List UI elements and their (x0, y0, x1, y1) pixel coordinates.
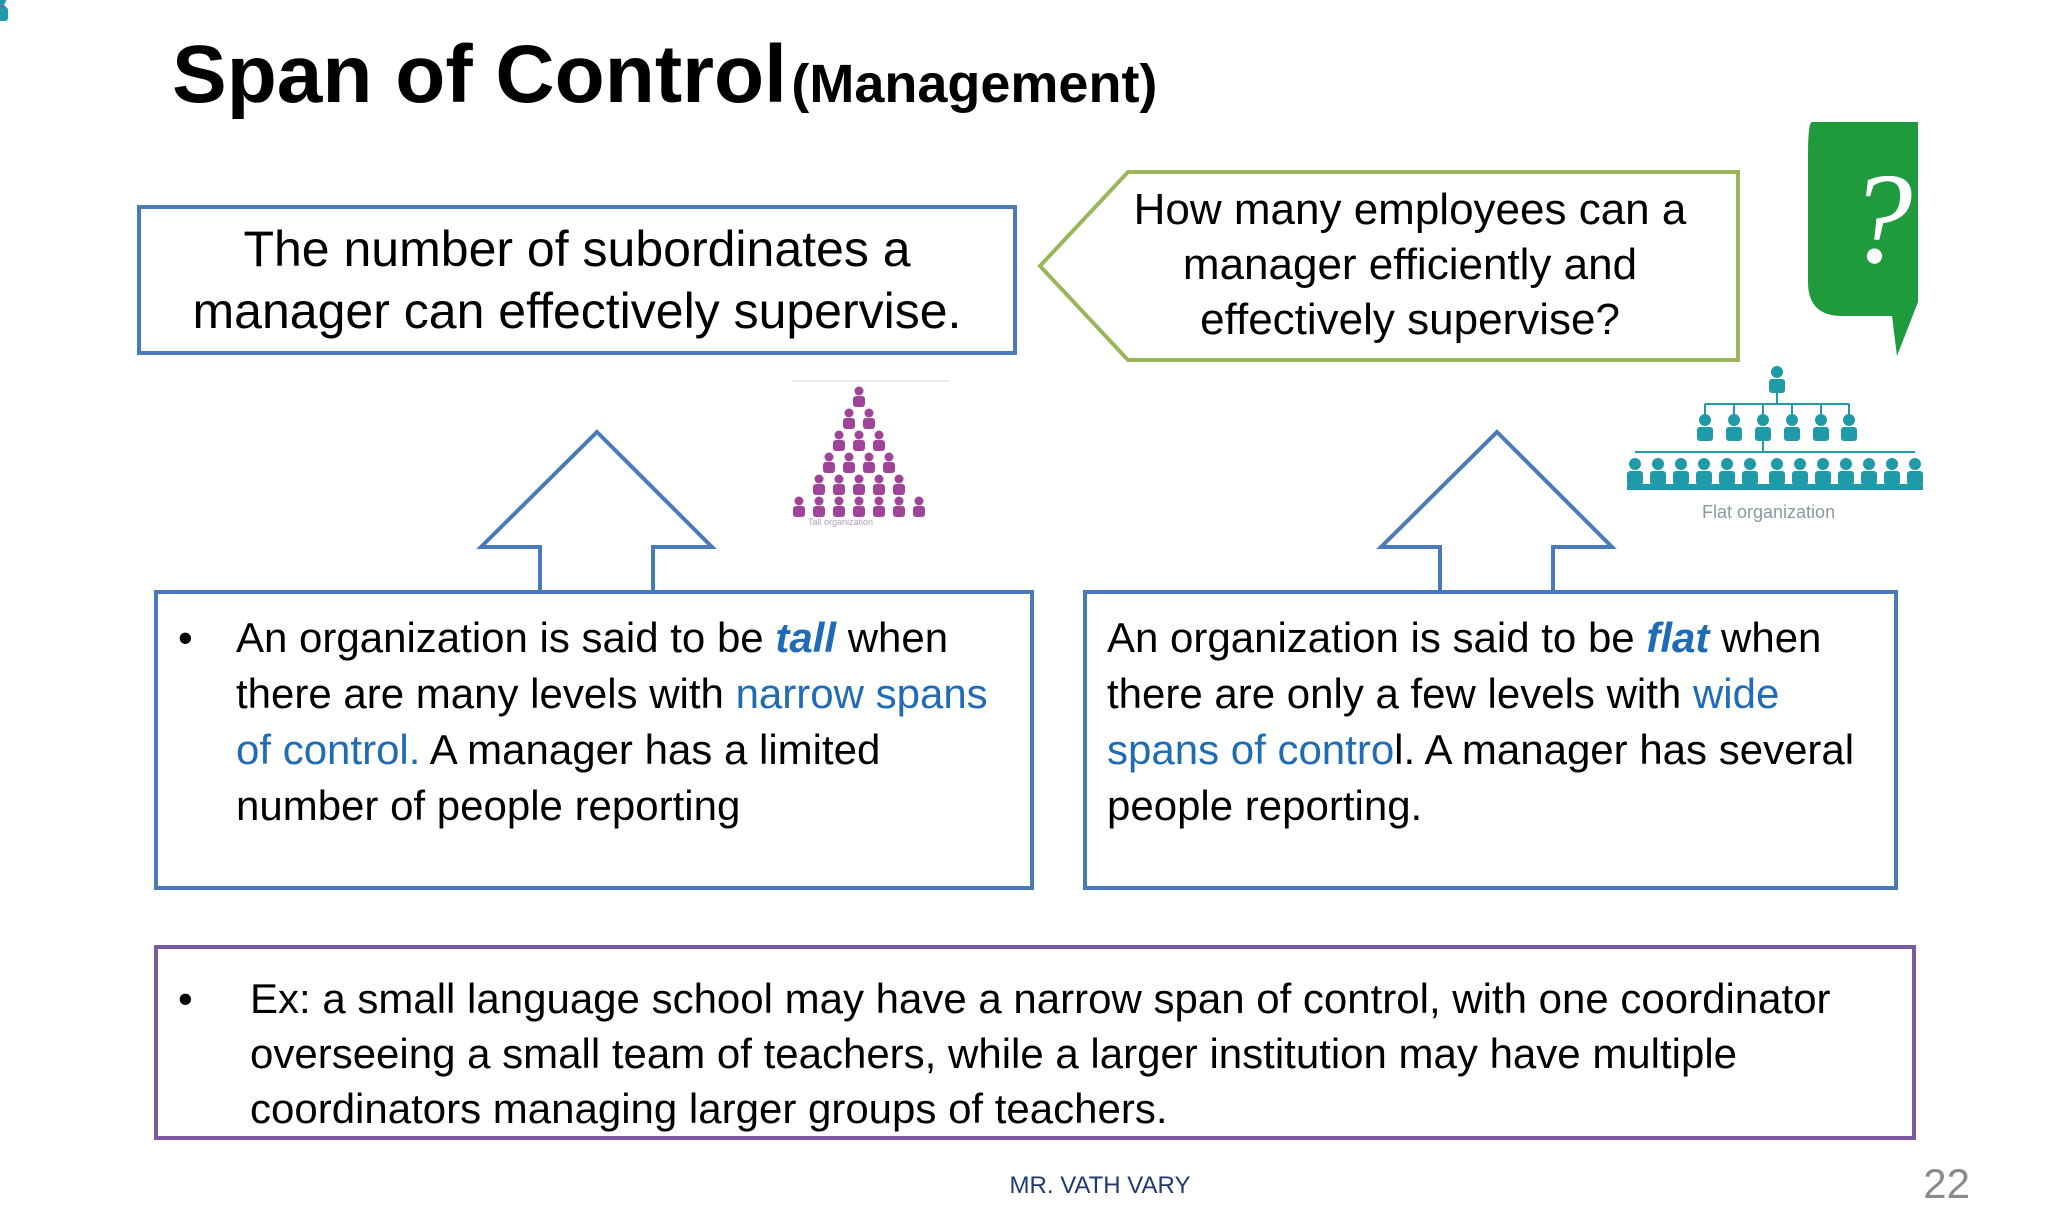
footer-author: MR. VATH VARY (1009, 1172, 1191, 1199)
flat-highlight: wide spans of contro (1107, 670, 1780, 773)
flat-text-pre: An organization is said to be (1107, 614, 1647, 661)
up-arrow-icon (481, 432, 712, 592)
question-mark-icon (1808, 122, 1918, 356)
question-text: How many employees can a manager efficiently and effectively supervise? (1133, 185, 1687, 344)
tall-keyword: tall (775, 614, 837, 661)
tall-organization-caption: Tall organization (808, 517, 874, 527)
tall-bullet-row (178, 610, 1010, 834)
flat-organization-caption: Flat organization (1702, 502, 1836, 522)
title-main: Span of Control (172, 29, 787, 120)
up-arrow-icon (1381, 432, 1612, 592)
definition-box (137, 205, 1017, 355)
tall-description (236, 610, 1010, 834)
page-number: 22 (1923, 1160, 1970, 1207)
tall-highlight: narrow spans of control. (236, 670, 988, 773)
example-box (154, 945, 1916, 1140)
bullet-marker: • (178, 975, 193, 1022)
flat-organization-box (1083, 590, 1898, 890)
flat-description (1107, 610, 1874, 834)
bullet-marker: • (178, 614, 193, 661)
svg-text:?: ? (1847, 147, 1913, 291)
example-bullet-row (178, 971, 1892, 1136)
definition-text: The number of subordinates a manager can effectively supervise. (192, 221, 962, 339)
tall-organization-box (154, 590, 1034, 890)
title-sub: (Management) (791, 54, 1158, 114)
flat-text-mid: when there are only a few levels with (1107, 614, 1822, 717)
flat-text-post: l. A manager has several people reporting. (1107, 726, 1855, 829)
tall-text-mid: when there are many levels with (236, 614, 949, 717)
tall-text-post: A manager has a limited number of people reporting (236, 726, 881, 829)
tall-text-pre: An organization is said to be (236, 614, 776, 661)
example-text: Ex: a small language school may have a narrow span of control, with one coordinator overseeing a small team of teachers, while a larger institution may have multiple coordinators managing larger groups of teachers. (250, 975, 1831, 1132)
flat-keyword: flat (1646, 614, 1710, 661)
